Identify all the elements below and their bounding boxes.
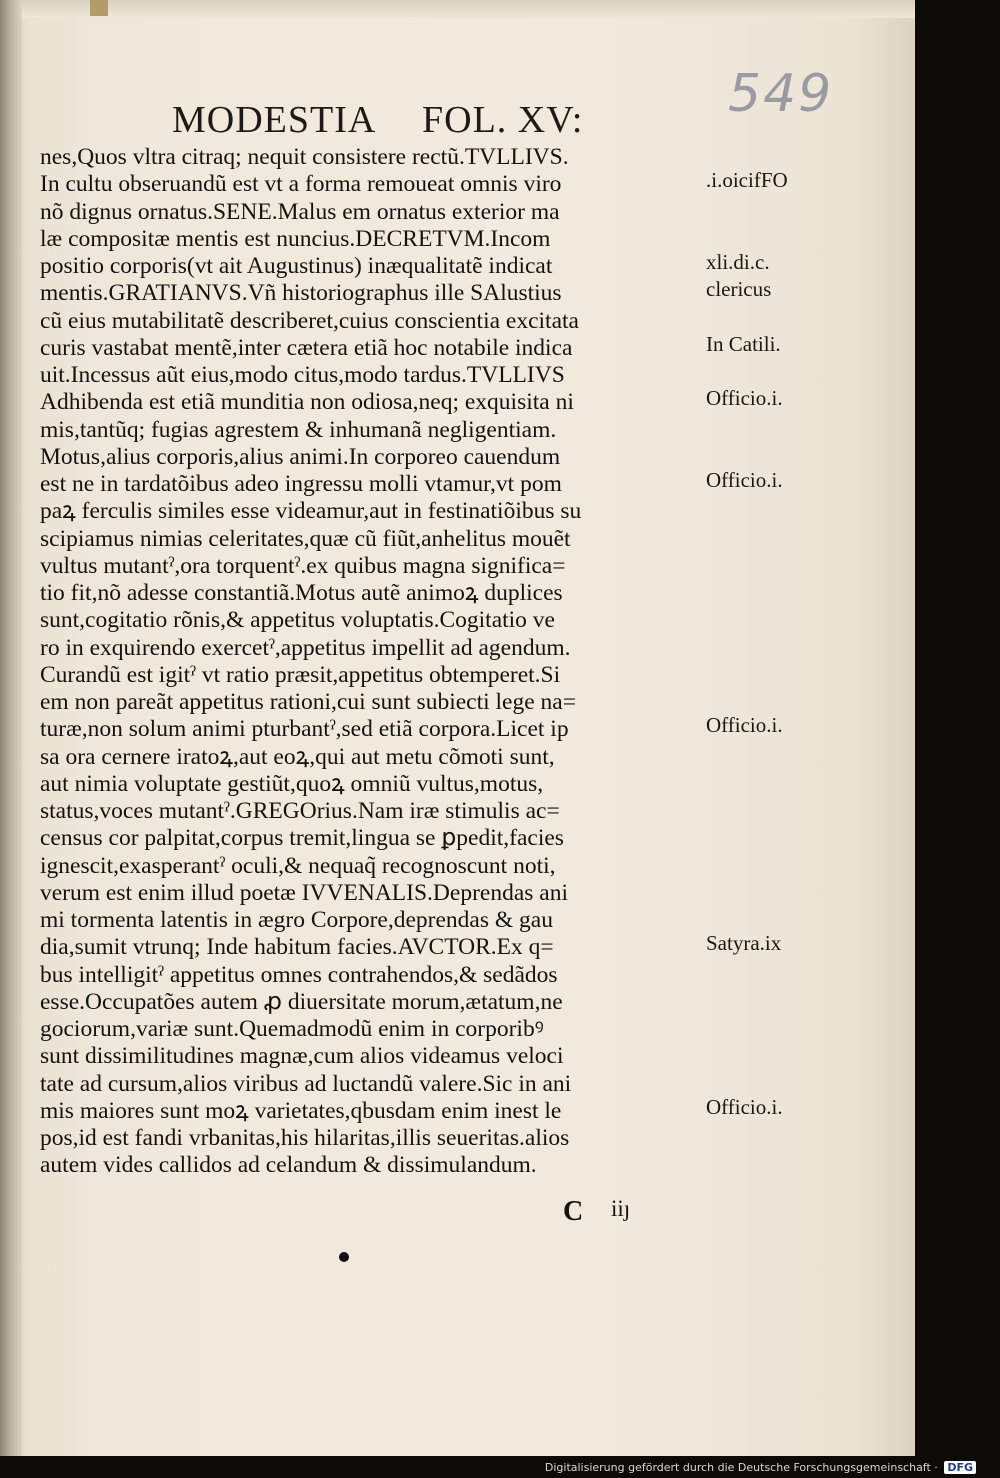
margin-note: Officio.i. bbox=[706, 468, 783, 492]
text-line: tate ad cursum,alios viribus ad luctandũ valere.Sic in ani bbox=[40, 1070, 572, 1097]
text-line: bus intelligitˀ appetitus omnes contrahendos,& sedãdos bbox=[40, 961, 558, 988]
text-line: pos,id est fandi vrbanitas,his hilaritas,illis seueritas.alios bbox=[40, 1125, 570, 1151]
margin-note: Satyra.ix bbox=[706, 931, 782, 956]
signature-letter: C bbox=[563, 1196, 584, 1227]
margin-note: In Catili. bbox=[706, 331, 781, 356]
page-header bbox=[172, 98, 584, 142]
text-line: nõ dignus ornatus.SENE.Malus em ornatus exterior ma bbox=[40, 198, 560, 225]
text-line: gociorum,variæ sunt.Quemadmodũ enim in corporibꝰ bbox=[40, 1016, 544, 1042]
text-line: Motus,alius corporis,alius animi.In corporeo cauendum bbox=[40, 443, 561, 470]
pencil-folio-annotation: 549 bbox=[728, 64, 834, 124]
text-line: vultus mutantˀ,ora torquentˀ.ex quibus magna significa= bbox=[40, 552, 566, 579]
text-line: est ne in tardatõibus adeo ingressu molli vtamur,vt pom bbox=[40, 471, 562, 497]
dfg-logo: DFG bbox=[944, 1461, 976, 1474]
margin-note: Officio.i. bbox=[706, 1094, 783, 1119]
margin-note: .i.oicifFO bbox=[706, 168, 788, 193]
margin-note: clericus bbox=[706, 277, 772, 302]
margin-note: Officio.i. bbox=[706, 713, 783, 738]
page-top-edge bbox=[22, 0, 915, 18]
text-line: aut nimia voluptate gestiũt,quoꝝ omniũ vultus,motus, bbox=[40, 770, 544, 797]
text-line: Adhibenda est etiã munditia non odiosa,neq; exquisita ni bbox=[40, 389, 574, 416]
text-line: verum est enim illud poetæ IVVENALIS.Deprendas ani bbox=[40, 879, 568, 906]
text-line: Curandũ est igitˀ vt ratio præsit,appetitus obtemperet.Si bbox=[40, 661, 561, 688]
text-line: mis maiores sunt moꝝ varietates,qbusdam enim inest le bbox=[40, 1097, 562, 1124]
text-line: uit.Incessus aũt eius,modo citus,modo tardus.TVLLIVS bbox=[40, 362, 565, 388]
folio-number: FOL. XV: bbox=[422, 99, 584, 141]
text-line: sa ora cernere iratoꝝ,aut eoꝝ,qui aut metu cõmoti sunt, bbox=[40, 743, 555, 770]
text-block bbox=[40, 144, 700, 1180]
running-title: MODESTIA bbox=[172, 99, 377, 141]
text-line: sunt dissimilitudines magnæ,cum alios videamus veloci bbox=[40, 1043, 564, 1070]
ink-dot bbox=[339, 1252, 349, 1262]
text-line: dia,sumit vtrunq; Inde habitum facies.AVCTOR.Ex q= bbox=[40, 934, 554, 961]
text-line: mentis.GRATIANVS.Vñ historiographus ille SAlustius bbox=[40, 280, 562, 307]
text-line: ro in exquirendo exercetˀ,appetitus impellit ad agendum. bbox=[40, 634, 571, 661]
text-line: ignescit,exasperantˀ oculi,& nequaq̃ recognoscunt noti, bbox=[40, 852, 556, 879]
text-line: cũ eius mutabilitatẽ describeret,cuius conscientia excitata bbox=[40, 307, 579, 334]
text-line: mi tormenta latentis in ægro Corpore,deprendas & gau bbox=[40, 907, 553, 933]
text-line: positio corporis(vt ait Augustinus) inæqualitatẽ indicat bbox=[40, 253, 553, 279]
text-line: status,voces mutantˀ.GREGOrius.Nam iræ stimulis ac= bbox=[40, 798, 560, 824]
text-line: scipiamus nimias celeritates,quæ cũ fiũt,anhelitus mouẽt bbox=[40, 525, 571, 552]
binding-edge bbox=[0, 0, 22, 1456]
signature-number: iiȷ bbox=[611, 1196, 631, 1221]
margin-note: xli.di.c. bbox=[706, 250, 770, 274]
text-line: autem vides callidos ad celandum & dissimulandum. bbox=[40, 1152, 537, 1179]
footer-text: Digitalisierung gefördert durch die Deutsche Forschungsgemeinschaft bbox=[544, 1461, 931, 1474]
text-line: curis vastabat mentẽ,inter cætera etiã hoc notabile indica bbox=[40, 334, 573, 361]
text-line: paꝝ ferculis similes esse videamur,aut in festinatiõibus su bbox=[40, 498, 582, 525]
text-line: nes,Quos vltra citraq; nequit consistere rectũ.TVLLIVS. bbox=[40, 144, 569, 170]
text-line: sunt,cogitatio rõnis,& appetitus voluptatis.Cogitatio ve bbox=[40, 607, 555, 634]
bookmark-tab bbox=[90, 0, 108, 16]
text-line: em non pareãt appetitus rationi,cui sunt subiecti lege na= bbox=[40, 689, 576, 715]
text-line: esse.Occupatões autem ꝓ diuersitate morum,ætatum,ne bbox=[40, 988, 563, 1015]
text-line: tio fit,nõ adesse constantiã.Motus autẽ animoꝝ duplices bbox=[40, 580, 563, 606]
margin-note: Officio.i. bbox=[706, 386, 783, 411]
text-line: læ compositæ mentis est nuncius.DECRETVM.Incom bbox=[40, 225, 551, 252]
text-line: mis,tantũq; fugias agrestem & inhumanã negligentiam. bbox=[40, 416, 557, 443]
text-line: census cor palpitat,corpus tremit,lingua se ꝑpedit,facies bbox=[40, 825, 564, 852]
digitization-footer: Digitalisierung gefördert durch die Deutsche Forschungsgemeinschaft · DFG bbox=[545, 1461, 976, 1474]
text-line: In cultu obseruandũ est vt a forma remoueat omnis viro bbox=[40, 171, 562, 198]
text-line: turæ,non solum animi pturbantˀ,sed etiã corpora.Licet ip bbox=[40, 716, 569, 743]
